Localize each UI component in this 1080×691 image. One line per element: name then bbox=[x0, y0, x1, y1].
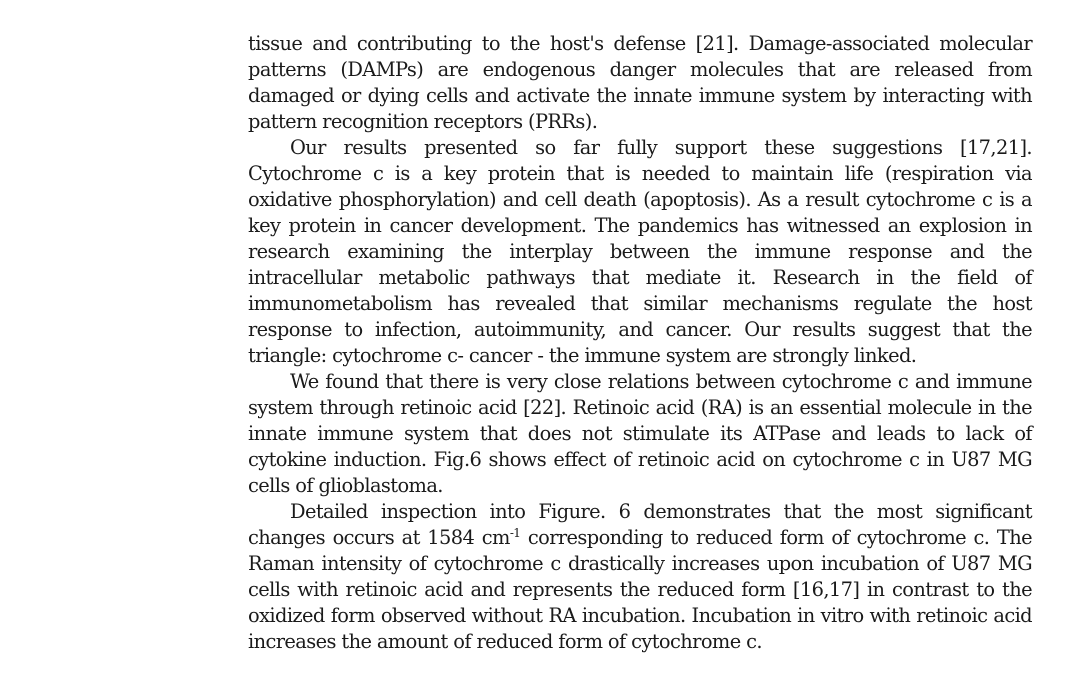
paragraph-damps: tissue and contributing to the host's defense [21]. Damage-associated molecular patterns (DAMPs) are endogenous danger molecules that are released from damaged or dying cells and activate the innate immune system by interacting with pattern recognition receptors (PRRs). bbox=[248, 32, 1032, 133]
document-page bbox=[248, 31, 1032, 655]
paragraph-figure-6-text-after: corresponding to reduced form of cytochrome c. The Raman intensity of cytochrome c drastically increases upon incubation of U87 MG cells with retinoic acid and represents the reduced form [16,17] in contrast to the oxidized form observed without RA incubation. Incubation in vitro with retinoic acid increases the amount of reduced form of cytochrome c. bbox=[248, 526, 1032, 653]
paragraph-figure-6 bbox=[248, 499, 1032, 655]
paragraph-figure-6-text-before: Detailed inspection into Figure. 6 demonstrates that the most significant changes occurs at 1584 cm bbox=[248, 500, 1032, 549]
wavenumber-superscript: -1 bbox=[509, 526, 521, 540]
paragraph-retinoic-acid: We found that there is very close relations between cytochrome c and immune system through retinoic acid [22]. Retinoic acid (RA) is an essential molecule in the innate immune system that does not stimulate its ATPase and leads to lack of cytokine induction. Fig.6 shows effect of retinoic acid on cytochrome c in U87 MG cells of glioblastoma. bbox=[248, 370, 1032, 497]
paragraph-cytochrome-immune: Our results presented so far fully support these suggestions [17,21]. Cytochrome c is a key protein that is needed to maintain life (respiration via oxidative phosphorylation) and cell death (apoptosis). As a result cytochrome c is a key protein in cancer development. The pandemics has witnessed an explosion in research examining the interplay between the immune response and the intracellular metabolic pathways that mediate it. Research in the field of immunometabolism has revealed that similar mechanisms regulate the host response to infection, autoimmunity, and cancer. Our results suggest that the triangle: cytochrome c- cancer - the immune system are strongly linked. bbox=[248, 136, 1032, 367]
